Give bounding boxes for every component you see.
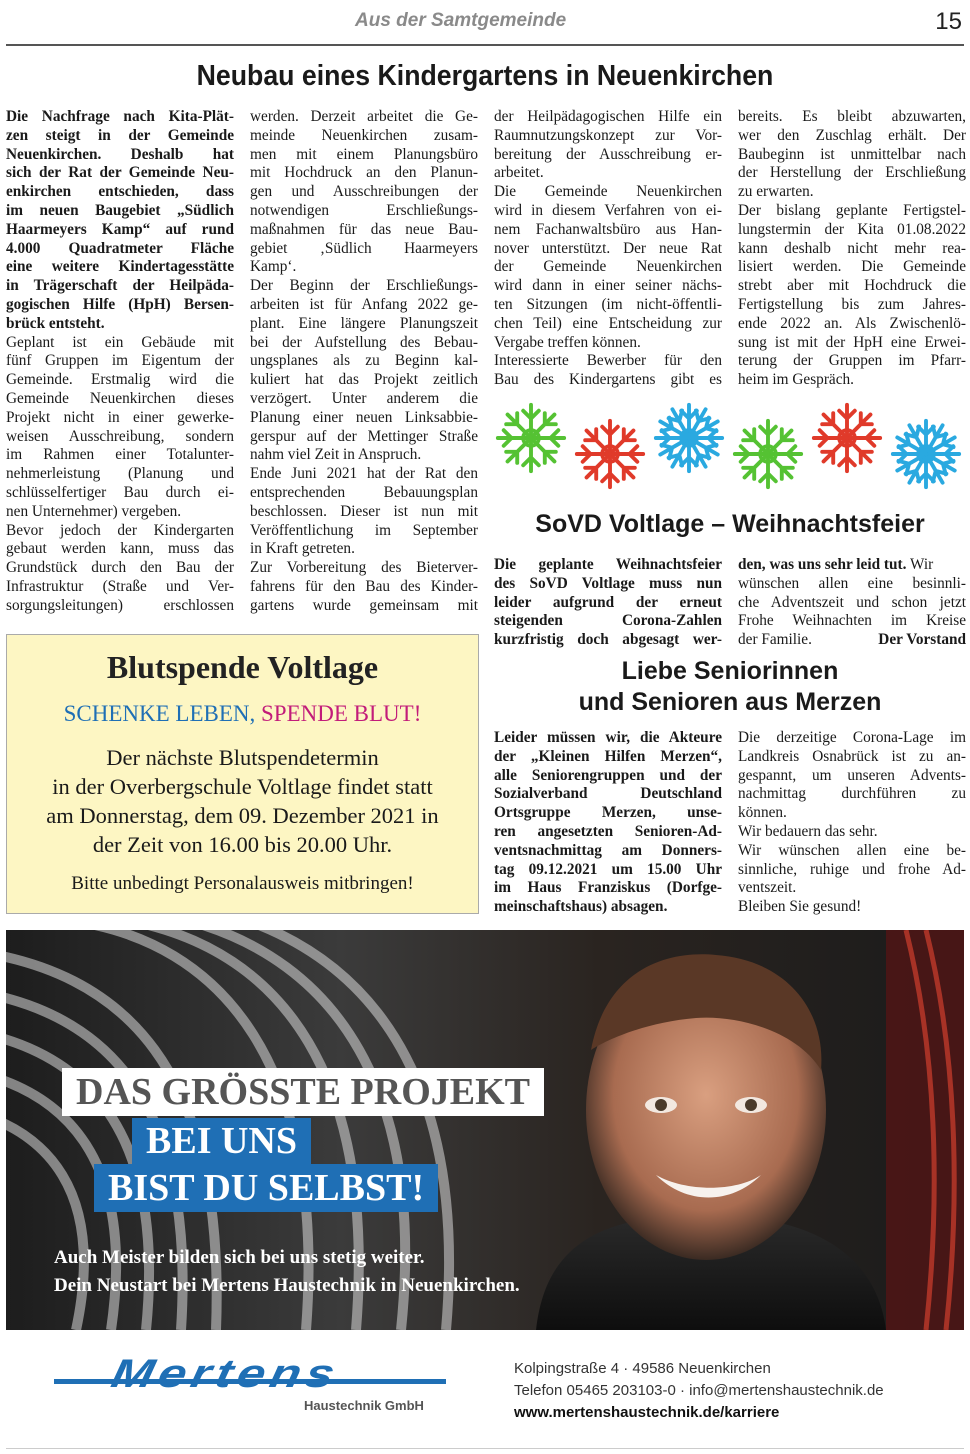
text-line: sinnliche, ruhige und frohe Ad- [738, 860, 966, 878]
ad-headline-line-1: DAS GRÖSSTE PROJEKT [62, 1068, 544, 1116]
snowflake-red-2-icon [808, 399, 886, 477]
text-line: Infrastruktur (Straße und Ver- [6, 577, 234, 595]
body-line: am Donnerstag, dem 09. Dezember 2021 in [46, 803, 439, 828]
text-line: meinde Neuenkirchen zusam- [250, 126, 478, 144]
article1-column-3 [494, 108, 722, 390]
blood-donation-box [6, 634, 479, 914]
text-line: Wir bedauern das sehr. [738, 822, 878, 840]
article3-column-2 [738, 729, 966, 917]
article-headline-kindergarten: Neubau eines Kindergartens in Neuenkirchen [196, 60, 774, 92]
text-line: bereitung der Ausschreibung er- [494, 145, 722, 163]
text-line: brück entsteht. [6, 314, 105, 332]
ad-footer [6, 1330, 964, 1449]
text-line: meinschaftshaus) absagen. [494, 898, 668, 916]
address-line: Kolpingstraße 4 · 49586 Neuenkirchen [514, 1360, 771, 1377]
text-line: gespannt, um unseren Advents- [738, 766, 966, 784]
text-line: Leider müssen wir, die Akteure [494, 729, 722, 746]
snowflake-decoration [492, 395, 966, 495]
text-line: beschlossen. Dieser ist nun mit [250, 502, 478, 520]
text-line: strebt aber mit Hochdruck die [738, 277, 966, 295]
article3-column-1 [494, 729, 722, 917]
blood-donation-note: Bitte unbedingt Personalausweis mitbringen! [71, 873, 414, 894]
text-line: zen steigt in der Gemeinde [6, 126, 234, 144]
text-line: eine weitere Kindertagesstätte [6, 258, 234, 276]
text-line: Vergabe treffen können. [494, 333, 641, 351]
article2-text: Wir [906, 556, 934, 573]
text-line: che Adventszeit und schon jetzt [738, 593, 966, 611]
text-line: fahrens für den Bau des Kinder- [250, 577, 478, 595]
text-line: Gemeinde Neuenkirchen dieses [6, 389, 234, 407]
text-line: gen und Ausschreibungen der [250, 183, 478, 201]
text-line: der Heilpädagogischen Hilfe ein [494, 108, 722, 125]
header-rule [6, 44, 964, 46]
text-line: verzögert. Unter anderem die [250, 389, 478, 407]
text-line: steigenden Corona-Zahlen [494, 612, 722, 630]
article-headline-sovd: SoVD Voltlage – Weihnachtsfeier [535, 510, 925, 538]
text-line: gerspur auf der Mettinger Straße [250, 427, 478, 445]
body-line: der Zeit von 16.00 bis 20.00 Uhr. [92, 832, 393, 857]
website-link[interactable]: www.mertenshaustechnik.de/karriere [514, 1404, 780, 1421]
text-line: kuliert hat das Projekt zeitlich [250, 371, 478, 389]
text-line: ventszeit. [738, 879, 797, 897]
text-line: werden. Derzeit arbeitet die Ge- [250, 108, 478, 125]
headline-line-1: Liebe Seniorinnen [621, 657, 839, 685]
text-line: der Herstellung der Erschließung [738, 164, 966, 182]
blood-donation-slogan [7, 701, 478, 727]
snowflake-green-2-icon [729, 415, 807, 493]
text-line: leider aufgrund der erneut [494, 593, 722, 611]
text-line: arbeitet. [494, 164, 544, 182]
snowflake-blue-2-icon [887, 415, 965, 493]
text-line: nachmittag durchführen zu [738, 785, 966, 803]
text-line: Ende Juni 2021 hat der Rat den [250, 465, 478, 483]
ad-subline-1: Auch Meister bilden sich bei uns stetig weiter. [54, 1247, 425, 1268]
article2-signature: Der Vorstand [878, 631, 966, 649]
text-line: lungstermin der Kita 01.08.2022 [738, 220, 966, 238]
text-line: Die Nachfrage nach Kita-Plät- [6, 108, 234, 125]
article2-column-2 [738, 556, 966, 650]
text-line: Wir wünschen allen eine be- [738, 841, 966, 859]
article2-column-1 [494, 556, 722, 650]
text-line: men mit einem Planungsbüro [250, 145, 478, 163]
text-line: wünschen allen eine besinnli- [738, 574, 966, 592]
text-line: nahm viel Zeit in Anspruch. [250, 446, 422, 464]
text-line: Bevor jedoch der Kindergarten [6, 521, 234, 539]
slogan-part-1: SCHENKE LEBEN, [63, 701, 262, 726]
text-line: nehmerleistung (Planung und [6, 465, 234, 483]
text-line: zu erwarten. [738, 183, 814, 201]
text-line: weisen Ausschreibung, sondern [6, 427, 234, 445]
text-line: Frohe Weihnachten im Kreise [738, 612, 966, 630]
text-line: der Gemeinde Neuenkirchen [494, 258, 722, 276]
text-line: terung der Gruppen im Pfarr- [738, 352, 966, 370]
text-line: Bleiben Sie gesund! [738, 898, 862, 916]
article1-body-1 [6, 334, 234, 616]
text-line: schlüsselfertiger Bau durch ei- [6, 483, 234, 501]
text-line: Landkreis Osnabrück ist zu an- [738, 747, 966, 765]
text-line: Geplant ist ein Gebäude mit [6, 333, 234, 351]
text-line: nen Unternehmer) vergeben. [6, 502, 182, 520]
text-line: Die geplante Weihnachtsfeier [494, 556, 722, 573]
article2-body [738, 575, 966, 631]
text-line: Projekt nicht in einer gewerke- [6, 408, 234, 426]
text-line: Gemeinde. Erstmalig wird die [6, 371, 234, 389]
contact-block [514, 1358, 884, 1424]
headline-line-2: und Senioren aus Merzen [578, 688, 882, 716]
text-line: im neuen Baugebiet „Südlich [6, 201, 234, 219]
body-line: Der nächste Blutspendetermin [106, 745, 379, 770]
text-line: lisiert werden. Die Gemeinde [738, 258, 966, 276]
text-line: kann deshalb nicht mehr rea- [738, 239, 966, 257]
text-line: können. [738, 804, 787, 822]
text-line: tag 09.12.2021 um 15.00 Uhr [494, 860, 722, 878]
text-line: Der bislang geplante Fertigstel- [738, 201, 966, 219]
text-line: mit Hochdruck an den Planun- [250, 164, 478, 182]
text-line: kurzfristig doch abgesagt wer- [494, 631, 722, 649]
ad-headline-line-2: BEI UNS [132, 1118, 311, 1164]
article2-bold-lead: den, was uns sehr leid tut. [738, 556, 907, 573]
text-line: des SoVD Voltlage muss nun [494, 574, 722, 592]
text-line: maßnahmen für das neue Bau- [250, 220, 478, 238]
body-line: in der Overbergschule Voltlage findet statt [52, 774, 433, 799]
logo-subtitle: Haustechnik GmbH [304, 1398, 424, 1413]
snowflake-blue-1-icon [650, 399, 728, 477]
text-line: arbeiten ist für Anfang 2022 ge- [250, 295, 478, 313]
text-line: notwendigen Erschließungs- [250, 201, 478, 219]
logo-wordmark: Mertens [107, 1352, 344, 1396]
snowflake-green-1-icon [492, 399, 570, 477]
text-line: Veröffentlichung im September [250, 521, 478, 539]
section-title: Aus der Samtgemeinde [355, 10, 567, 31]
text-line: bereits. Es bleibt abzuwarten, [738, 108, 966, 125]
text-line: Neuenkirchen. Deshalb hat [6, 145, 234, 163]
text-line: alle Seniorengruppen und der [494, 766, 722, 784]
text-line: nover unterstützt. Der neue Rat [494, 239, 722, 257]
text-line: plant. Eine längere Planungszeit [250, 314, 478, 332]
text-line: im Haus Franziskus (Dorfge- [494, 879, 722, 897]
article2-last-line: der Familie. [738, 631, 812, 649]
text-line: wer den Zuschlag erhält. Der [738, 126, 966, 144]
page-number: 15 [935, 8, 962, 35]
article1-column-1 [6, 108, 234, 616]
text-line: Raumnutzungskonzept zur Vor- [494, 126, 722, 144]
text-line: ten Sitzungen (im nicht-öffentli- [494, 295, 722, 313]
text-line: chen Teil) eine Entscheidung zur [494, 314, 722, 332]
text-line: gartens wurde gemeinsam mit [250, 596, 478, 614]
text-line: fünf Gruppen im Eigentum der [6, 352, 234, 370]
blood-donation-body [7, 743, 478, 859]
text-line: sorgungsleitungen) erschlossen [6, 596, 234, 614]
text-line: Grundstück durch den Bau der [6, 559, 234, 577]
text-line: wird dann in einer seiner nächs- [494, 277, 722, 295]
text-line: enkirchen entschieden, dass [6, 183, 234, 201]
blood-donation-title: Blutspende Voltlage [106, 649, 379, 685]
slogan-part-2: SPENDE BLUT! [261, 701, 422, 726]
text-line: Interessierte Bewerber für den [494, 352, 722, 370]
text-line: Sozialverband Deutschland [494, 785, 722, 803]
text-line: im Rahmen einer Totalunter- [6, 446, 234, 464]
text-line: Die Gemeinde Neuenkirchen [494, 183, 722, 201]
ad-headline-line-3: BIST DU SELBST! [94, 1164, 438, 1212]
text-line: der „Kleinen Hilfen Merzen“, [494, 747, 722, 765]
text-line: Der Beginn der Erschließungs- [250, 277, 478, 295]
text-line: entsprechenden Bebauungsplan [250, 483, 478, 501]
text-line: Zur Vorbereitung des Bieterver- [250, 559, 478, 577]
text-line: ende 2022 an. Als Zwischenlö- [738, 314, 966, 332]
text-line: sung ist mit der HpH eine Erwei- [738, 333, 966, 351]
text-line: sich der Rat der Gemeinde Neu- [6, 164, 234, 182]
article1-column-2 [250, 108, 478, 616]
text-line: Ortsgruppe Merzen, unse- [494, 804, 722, 822]
text-line: nem Fachanwaltsbüro aus Han- [494, 220, 722, 238]
text-line: gebiet ‚Südlich Haarmeyers [250, 239, 478, 257]
advertisement-banner [6, 930, 964, 1330]
text-line: wird in diesem Verfahren von ei- [494, 201, 722, 219]
text-line: in Trägerschaft der Heilpäda- [6, 277, 234, 295]
text-line: ren angesetzten Senioren-Ad- [494, 822, 722, 840]
text-line: Planung einer neuen Linksabbie- [250, 408, 478, 426]
article-headline-senioren [494, 656, 966, 718]
text-line: in Kraft getreten. [250, 540, 355, 558]
text-line: Bau des Kindergartens gibt es [494, 371, 722, 389]
article1-lead [6, 108, 234, 334]
text-line: 4.000 Quadratmeter Fläche [6, 239, 234, 257]
text-line: Kamp‘. [250, 258, 297, 276]
text-line: gogischen Hilfe (HpH) Bersen- [6, 295, 234, 313]
text-line: Die derzeitige Corona-Lage im [738, 729, 966, 746]
snowflake-red-1-icon [571, 415, 649, 493]
text-line: heim im Gespräch. [738, 371, 854, 389]
phone-email-line[interactable]: Telefon 05465 203103-0 · info@mertenshaustechnik.de [514, 1382, 884, 1399]
article1-column-4 [738, 108, 966, 390]
text-line: gebaut werden kann, muss das [6, 540, 234, 558]
text-line: Fertigstellung bis zum Jahres- [738, 295, 966, 313]
text-line: Baubeginn ist unmittelbar nach [738, 145, 966, 163]
text-line: ventsnachmittag am Donners- [494, 841, 722, 859]
text-line: ungsplanes als zu Beginn kal- [250, 352, 478, 370]
ad-subline-2: Dein Neustart bei Mertens Haustechnik in Neuenkirchen. [54, 1275, 520, 1296]
text-line: bei der Aufstellung des Bebau- [250, 333, 478, 351]
text-line: Haarmeyers Kamp“ auf rund [6, 220, 234, 238]
